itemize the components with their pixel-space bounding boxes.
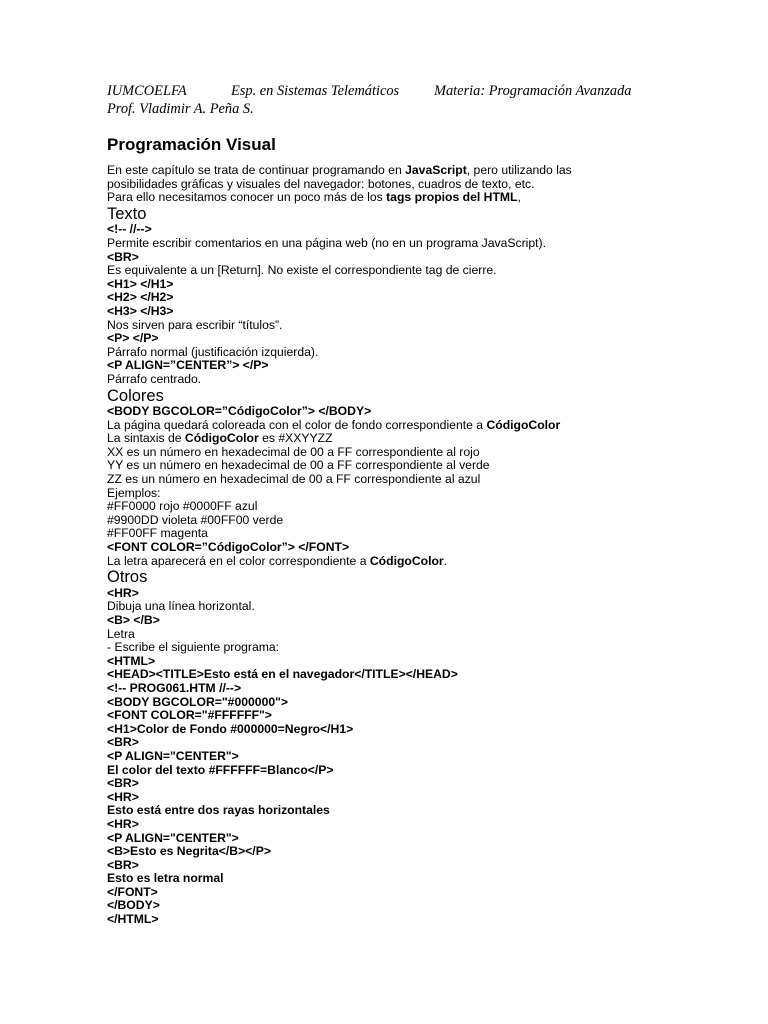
colores-text: . <box>443 553 448 568</box>
intro-bold: tags propios del HTML <box>386 190 518 205</box>
header-institution: IUMCOELFA <box>107 83 187 99</box>
texto-line: Párrafo centrado. <box>107 371 202 386</box>
colores-line: <FONT COLOR=”CódigoColor”> </FONT> <box>107 540 350 555</box>
intro-line-3 <box>107 191 667 205</box>
texto-line: Permite escribir comentarios en una página web (no en un programa JavaScript). <box>107 235 546 250</box>
code-line: El color del texto #FFFFFF=Blanco</P> <box>107 762 334 777</box>
colores-text: La letra aparecerá en el color correspondiente a <box>107 553 370 568</box>
colores-text: La sintaxis de <box>107 431 185 446</box>
code-line: <HTML> <box>107 653 156 668</box>
code-line: </BODY> <box>107 898 160 913</box>
colores-bold: CódigoColor <box>486 417 561 432</box>
otros-line: - Escribe el siguiente programa: <box>107 640 280 655</box>
texto-line: <!-- //--> <box>107 222 152 237</box>
colores-line: YY es un número en hexadecimal de 00 a FF correspondiente al verde <box>107 458 490 473</box>
colores-line: Ejemplos: <box>107 485 161 500</box>
code-line: <P ALIGN="CENTER"> <box>107 830 239 845</box>
code-line: </HTML> <box>107 912 159 927</box>
colores-line <box>107 419 667 433</box>
otros-line: <B> </B> <box>107 613 160 627</box>
texto-line: <H3> </H3> <box>107 303 174 318</box>
document-page <box>107 82 667 927</box>
texto-line: <P> </P> <box>107 331 159 346</box>
document-body <box>107 164 667 927</box>
colores-line: <BODY BGCOLOR=”CódigoColor”> </BODY> <box>107 404 372 419</box>
code-line: <BODY BGCOLOR="#000000"> <box>107 694 289 709</box>
texto-line: Párrafo normal (justificación izquierda). <box>107 344 319 359</box>
colores-line: ZZ es un número en hexadecimal de 00 a FF correspondiente al azul <box>107 472 481 487</box>
intro-line-2: posibilidades gráficas y visuales del navegador: botones, cuadros de texto, etc. <box>107 176 535 191</box>
texto-line: Nos sirven para escribir “títulos”. <box>107 317 283 332</box>
code-line: <HEAD><TITLE>Esto está en el navegador</TITLE></HEAD> <box>107 667 458 682</box>
intro-text: En este capítulo se trata de continuar programando en <box>107 163 406 177</box>
colores-line: #FF0000 rojo #0000FF azul <box>107 499 258 514</box>
intro-text: , pero utilizando las <box>466 163 572 177</box>
texto-line: <H1> </H1> <box>107 276 174 291</box>
code-line: Esto está entre dos rayas horizontales <box>107 803 330 818</box>
section-heading-otros: Otros <box>107 568 148 587</box>
colores-text: es #XXYYZZ <box>258 431 333 446</box>
code-line: <BR> <box>107 735 139 750</box>
colores-line: XX es un número en hexadecimal de 00 a FF correspondiente al rojo <box>107 444 480 459</box>
code-line: <FONT COLOR="#FFFFFF"> <box>107 708 272 723</box>
header-subject: Materia: Programación Avanzada <box>434 83 632 99</box>
colores-line: #FF00FF magenta <box>107 526 208 541</box>
section-heading-texto: Texto <box>107 204 147 223</box>
code-line: <!-- PROG061.HTM //--> <box>107 680 242 695</box>
code-line: <BR> <box>107 776 139 791</box>
intro-text: Para ello necesitamos conocer un poco más de los <box>107 190 387 205</box>
code-listing <box>107 655 667 927</box>
texto-line: Es equivalente a un [Return]. No existe el correspondiente tag de cierre. <box>107 263 497 278</box>
code-line: Esto es letra normal <box>107 871 224 886</box>
code-line: </FONT> <box>107 884 158 899</box>
colores-bold: CódigoColor <box>184 431 259 446</box>
header-program: Esp. en Sistemas Telemáticos <box>231 83 400 99</box>
code-line: <HR> <box>107 816 139 831</box>
intro-bold: JavaScript <box>405 163 467 177</box>
otros-line: <HR> <box>107 585 139 600</box>
code-line: <HR> <box>107 789 139 804</box>
code-line: <BR> <box>107 857 139 872</box>
colores-bold: CódigoColor <box>369 553 444 568</box>
section-heading-colores: Colores <box>107 386 164 405</box>
otros-line: Dibuja una línea horizontal. <box>107 599 255 614</box>
colores-line: #9900DD violeta #00FF00 verde <box>107 512 284 527</box>
texto-line: <P ALIGN=”CENTER”> </P> <box>107 358 269 373</box>
colores-line <box>107 432 667 446</box>
code-line: <H1>Color de Fondo #000000=Negro</H1> <box>107 721 354 736</box>
intro-line-1 <box>107 164 667 178</box>
intro-text: , <box>517 190 521 205</box>
texto-line: <H2> </H2> <box>107 290 174 305</box>
colores-text: La página quedará coloreada con el color de fondo correspondiente a <box>107 417 487 432</box>
code-line: <P ALIGN="CENTER"> <box>107 748 239 763</box>
page-title: Programación Visual <box>107 135 276 154</box>
otros-line: Letra <box>107 626 135 641</box>
document-header <box>107 82 667 118</box>
colores-line <box>107 555 667 569</box>
code-line: <B>Esto es Negrita</B></P> <box>107 844 271 859</box>
texto-line: <BR> <box>107 249 139 264</box>
header-line-1 <box>107 82 667 100</box>
header-professor: Prof. Vladimir A. Peña S. <box>107 101 254 117</box>
